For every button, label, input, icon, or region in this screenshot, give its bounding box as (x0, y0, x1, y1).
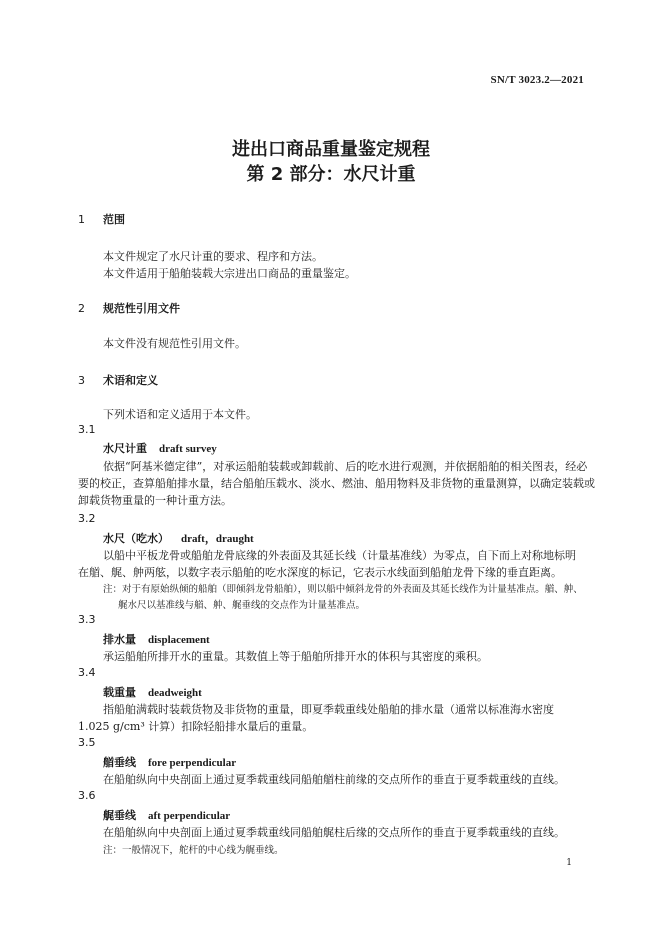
section-number: 3 (78, 374, 85, 387)
section-title: 术语和定义 (103, 374, 158, 387)
term-heading (103, 631, 210, 647)
definition-line: 在艏、艉、舯两舷，以数字表示船舶的吃水深度的标记，它表示水线面到船舶龙骨下缘的垂直距离。 (78, 566, 562, 579)
term-en: aft perpendicular (148, 810, 231, 822)
paragraph: 下列术语和定义适用于本文件。 (103, 408, 257, 421)
section-number: 1 (78, 213, 85, 226)
section-title: 范围 (103, 213, 125, 226)
paragraph: 本文件没有规范性引用文件。 (103, 337, 246, 350)
term-number: 3.6 (78, 789, 96, 802)
definition-line: 要的校正，查算船舶排水量，结合船舶压载水、淡水、燃油、船用物料及非货物的重量测算，以确定装载或 (78, 477, 595, 490)
definition-line: 在船舶纵向中央剖面上通过夏季载重线同船舶艉柱后缘的交点所作的垂直于夏季载重线的直线。 (103, 826, 565, 839)
term-heading (103, 440, 217, 456)
term-zh: 水尺（吃水） (103, 532, 169, 545)
definition-line: 依据“阿基米德定律”，对承运船舶装载或卸载前、后的吃水进行观测，并依据船舶的相关图表，经必 (103, 460, 588, 473)
document-subtitle: 第 2 部分：水尺计重 (246, 164, 416, 185)
definition-line: 指船舶满载时装载货物及非货物的重量，即夏季载重线处船舶的排水量（通常以标准海水密度 (103, 703, 554, 716)
term-number: 3.2 (78, 512, 96, 525)
term-heading (103, 684, 202, 700)
term-number: 3.4 (78, 666, 96, 679)
paragraph: 本文件规定了水尺计重的要求、程序和方法。 (103, 250, 323, 263)
term-zh: 载重量 (103, 686, 136, 699)
term-en: draft，draught (181, 533, 254, 545)
term-heading (103, 807, 230, 823)
term-number: 3.5 (78, 736, 96, 749)
definition-line: 卸载货物重量的一种计重方法。 (78, 494, 232, 507)
note-line: 艉水尺以基准线与艏、舯、艉垂线的交点作为计量基准点。 (118, 600, 366, 611)
note-line: 注：对于有原始纵倾的船舶（即倾斜龙骨船舶），则以船中倾斜龙骨的外表面及其延长线作为计量基准点。艏、舯、 (103, 584, 583, 595)
term-number: 3.1 (78, 423, 96, 436)
term-en: displacement (148, 634, 210, 646)
paragraph: 本文件适用于船舶装载大宗进出口商品的重量鉴定。 (103, 267, 356, 280)
section-heading-scope (78, 211, 125, 227)
term-zh: 水尺计重 (103, 442, 147, 455)
term-heading (103, 530, 254, 546)
definition-line: 1.025 g/cm³ 计算）扣除轻船排水量后的重量。 (78, 720, 314, 733)
section-heading-terms (78, 372, 158, 388)
term-zh: 艉垂线 (103, 809, 136, 822)
definition-line: 以船中平板龙骨或船舶龙骨底缘的外表面及其延长线（计量基准线）为零点，自下而上对称地标明 (103, 549, 576, 562)
term-en: fore perpendicular (148, 757, 237, 769)
page-number: 1 (566, 858, 572, 868)
term-zh: 艏垂线 (103, 756, 136, 769)
definition-line: 承运船舶所排开水的重量。其数值上等于船舶所排开水的体积与其密度的乘积。 (103, 650, 488, 663)
section-number: 2 (78, 302, 85, 315)
term-zh: 排水量 (103, 633, 136, 646)
standard-number: SN/T 3023.2—2021 (490, 74, 584, 86)
term-number: 3.3 (78, 613, 96, 626)
note-line: 注：一般情况下，舵杆的中心线为艉垂线。 (103, 845, 284, 856)
document-title: 进出口商品重量鉴定规程 (232, 139, 430, 160)
term-heading (103, 754, 236, 770)
definition-line: 在船舶纵向中央剖面上通过夏季载重线同船舶艏柱前缘的交点所作的垂直于夏季载重线的直线。 (103, 773, 565, 786)
section-title: 规范性引用文件 (103, 302, 180, 315)
term-en: draft survey (159, 443, 217, 455)
section-heading-references (78, 300, 180, 316)
term-en: deadweight (148, 687, 202, 699)
